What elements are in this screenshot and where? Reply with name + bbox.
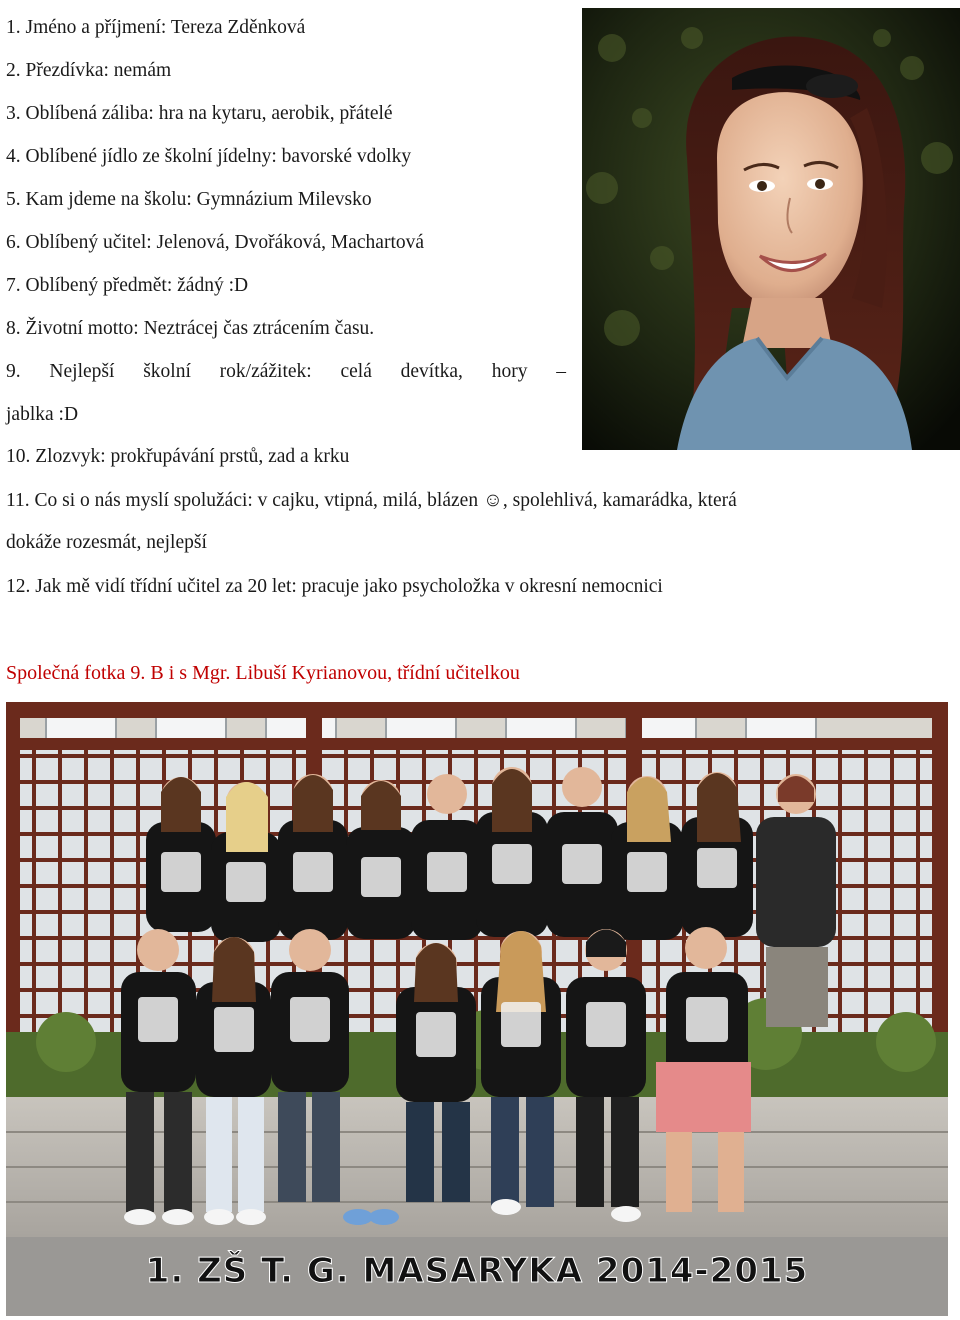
group-photo (6, 702, 948, 1316)
profile-item-bad-habit: 10. Zlozvyk: prokřupávání prstů, zad a krku (6, 446, 350, 467)
profile-item-classmates-line2: dokáže rozesmát, nejlepší (6, 532, 207, 553)
profile-question-list (6, 8, 566, 480)
profile-item-teacher: 6. Oblíbený učitel: Jelenová, Dvořáková, Machartová (6, 232, 425, 253)
profile-item-subject: 7. Oblíbený předmět: žádný :D (6, 275, 249, 296)
profile-item-motto: 8. Životní motto: Neztrácej čas ztrácením času. (6, 318, 375, 339)
profile-item-teacher-view-text: 12. Jak mě vidí třídní učitel za 20 let: pracuje jako psycholožka v okresní nemocnici (6, 576, 663, 597)
profile-item-teacher-view (6, 566, 951, 608)
profile-item-classmates-opinion (6, 480, 951, 564)
profile-item-food: 4. Oblíbené jídlo ze školní jídelny: bavorské vdolky (6, 146, 412, 167)
profile-item-hobby: 3. Oblíbená záliba: hra na kytaru, aerobik, přátelé (6, 103, 393, 124)
photo-banner: 1. ZŠ T. G. MASARYKA 2014-2015 (145, 1251, 809, 1291)
profile-item-best-year: 9. Nejlepší školní rok/zážitek: celá devítka, hory – (6, 361, 566, 382)
profile-item-best-year-continued: jablka :D (6, 404, 79, 425)
portrait-photo (582, 8, 960, 450)
profile-item-school: 5. Kam jdeme na školu: Gymnázium Milevsko (6, 189, 372, 210)
group-photo-caption: Společná fotka 9. B i s Mgr. Libuší Kyrianovou, třídní učitelkou (6, 662, 520, 684)
profile-item-name: 1. Jméno a příjmení: Tereza Zděnková (6, 17, 306, 38)
profile-item-classmates-line1: 11. Co si o nás myslí spolužáci: v cajku, vtipná, milá, blázen ☺, spolehlivá, kamarádka, která (6, 490, 737, 511)
profile-item-nickname: 2. Přezdívka: nemám (6, 60, 172, 81)
